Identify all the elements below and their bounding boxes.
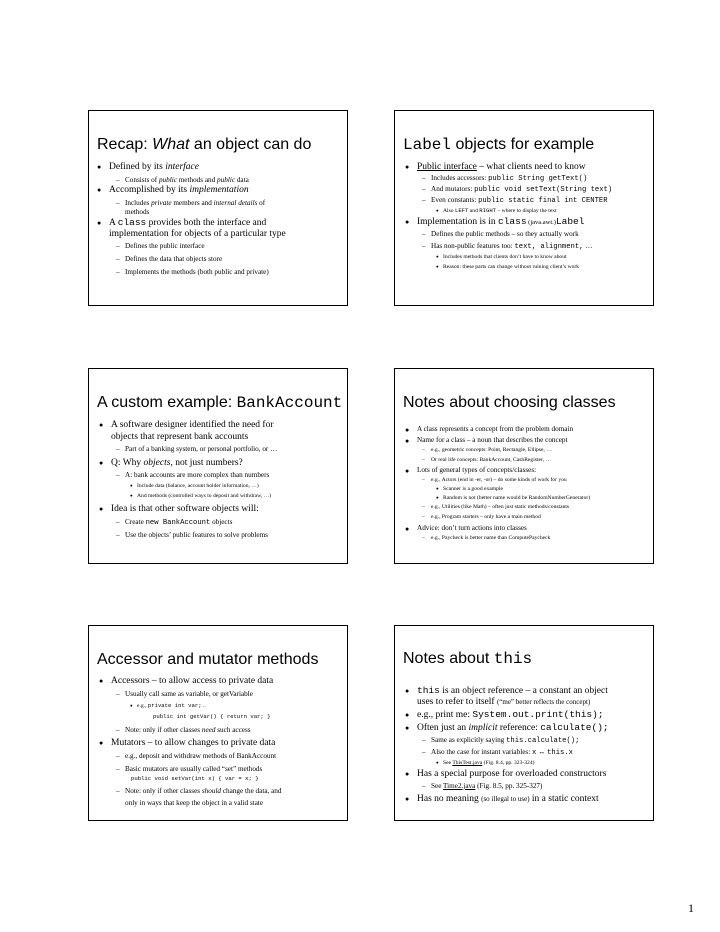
code-line: public void setVar(int x) { var = x; } — [131, 775, 259, 782]
bullet: ● Lots of general types of concepts/classes: — [417, 466, 536, 474]
sub-sub-bullet: ● Scanner is a good example — [443, 486, 503, 492]
code-line: public int getVar() { return var; } — [153, 713, 271, 720]
sub-bullet: – Has non-public features too: text, alignment, … — [431, 242, 592, 251]
slide-accessor-mutator — [88, 625, 348, 821]
sub-bullet: – A: bank accounts are more complex than numbers — [125, 471, 269, 479]
bullet: ● Advice: don’t turn actions into classes — [417, 524, 527, 532]
bullet-cont: implementation for objects of a particular type — [109, 229, 286, 239]
bullet: ● Implementation is in class (java.awt.)Label — [417, 217, 584, 228]
sub-bullet: – e.g., deposit and withdraw methods of BankAccount — [125, 752, 276, 760]
slide-title: Recap: What an object can do — [97, 136, 312, 153]
sub-bullet: – Or real life concepts: BankAccount, CashRegister, … — [431, 457, 551, 463]
sub-bullet: – Usually call same as variable, or getVariable — [125, 690, 253, 698]
sub-sub-bullet: ● See ThisTest.java (Fig. 8.4, pp. 323-324) — [443, 760, 535, 766]
slide-bankaccount — [88, 368, 348, 564]
sub-bullet: – Consists of public methods and public data — [125, 176, 249, 184]
sub-bullet: – Even constants: public static final int CENTER — [431, 196, 608, 205]
sub-bullet: – Includes accessors: public String getText() — [431, 174, 587, 183]
sub-bullet: – See Time2.java (Fig. 8.5, pp. 325-327) — [431, 782, 542, 790]
slide-title: Notes about choosing classes — [403, 394, 616, 411]
bullet: ● Q: Why objects, not just numbers? — [111, 458, 243, 469]
sub-sub-bullet: ● e.g., private int var; .. — [137, 703, 206, 709]
bullet: ● Often just an implicit reference: calculate(); — [417, 723, 609, 734]
sub-bullet: – e.g., Utilities (like Math) – often just static methods/constants — [431, 504, 569, 510]
sub-sub-bullet: ● And methods (controlled ways to deposit and withdraw, …) — [137, 493, 271, 499]
bullet-cont: uses to refer to itself (“me” better reflects the concept) — [417, 697, 591, 707]
sub-bullet: – Includes private members and internal details of — [125, 199, 265, 207]
sub-bullet: – Also the case for instant variables: x ↔ this.x — [431, 748, 573, 757]
sub-bullet: – Defines the public interface — [125, 242, 205, 250]
slide-recap — [88, 110, 348, 306]
bullet: ● Accessors – to allow access to private data — [111, 676, 273, 687]
page-number: 1 — [688, 901, 694, 915]
time2-link[interactable]: Time2.java — [443, 782, 476, 790]
slide-title: A custom example: BankAccount — [97, 394, 343, 412]
slide-title: Label objects for example — [403, 136, 595, 154]
slide-choosing-classes — [394, 368, 654, 564]
sub-bullet: – Implements the methods (both public and private) — [125, 268, 269, 276]
bullet: ● Public interface – what clients need to know — [417, 162, 586, 173]
sub-bullet: – Defines the public methods – so they actually work — [431, 230, 579, 238]
bullet: ● A software designer identified the need for — [111, 420, 274, 431]
sub-bullet: – Note: only if other classes should change the data, and — [125, 787, 282, 795]
bullet: ● Accomplished by its implementation — [109, 185, 249, 196]
bullet: ● A class provides both the interface and — [109, 218, 266, 229]
sub-sub-bullet: ● Reason: these parts can change without ruining client’s work — [443, 264, 579, 270]
bullet: ● Mutators – to allow changes to private data — [111, 738, 275, 749]
sub-bullet: – Create new BankAccount objects — [125, 518, 232, 527]
sub-bullet: – Note: only if other classes need such access — [125, 726, 251, 734]
sub-sub-bullet: ● Include data (balance, account holder information, …) — [137, 483, 259, 489]
sub-bullet: – Part of a banking system, or personal portfolio, or … — [125, 445, 277, 453]
sub-bullet: – e.g., geometric concepts: Point, Rectangle, Ellipse, … — [431, 447, 552, 453]
slide-title: Accessor and mutator methods — [97, 651, 319, 668]
sub-bullet-cont: only in ways that keep the object in a valid state — [125, 799, 264, 807]
sub-bullet: – And mutators: public void setText(String text) — [431, 185, 612, 194]
sub-bullet: – e.g., Actors (end in -er, -or) – do some kinds of work for you — [431, 477, 567, 483]
sub-bullet: – Basic mutators are usually called “set” methods — [125, 765, 262, 773]
bullet: ● A class represents a concept from the problem domain — [417, 425, 573, 433]
bullet: ● Name for a class – a noun that describes the concept — [417, 436, 567, 444]
sub-bullet: – Same as explicitly saying this.calculate(); — [431, 736, 579, 745]
bullet-cont: objects that represent bank accounts — [111, 432, 249, 442]
sub-sub-bullet: ● Includes methods that clients don’t have to know about — [443, 254, 567, 260]
bullet: ● Has no meaning (so illegal to use) in a static context — [417, 794, 599, 805]
sub-bullet: – Use the objects’ public features to solve problems — [125, 531, 268, 539]
sub-sub-bullet: ● Also LEFT and RIGHT – where to display the text — [443, 208, 557, 214]
sub-bullet-cont: methods — [125, 208, 150, 216]
bullet: ● this is an object reference – a constant an object — [417, 686, 608, 697]
sub-bullet: – e.g., Program starters – only have a main method — [431, 514, 541, 520]
bullet: ● Has a special purpose for overloaded constructors — [417, 769, 606, 780]
sub-bullet: – Defines the data that objects store — [125, 255, 222, 263]
bullet: ● Defined by its interface — [109, 162, 199, 173]
thistest-link[interactable]: ThisTest.java — [452, 760, 483, 766]
slide-label-objects — [394, 110, 654, 306]
slide-title: Notes about this — [403, 650, 533, 668]
bullet: ● e.g., print me: System.out.print(this); — [417, 710, 604, 721]
slide-this — [394, 625, 654, 821]
sub-sub-bullet: ● Random is not (better name would be RandomNumberGenerator) — [443, 495, 590, 501]
bullet: ● Idea is that other software objects will: — [111, 504, 259, 515]
sub-bullet: – e.g., Paycheck is better name than ComputePaycheck — [431, 535, 550, 541]
